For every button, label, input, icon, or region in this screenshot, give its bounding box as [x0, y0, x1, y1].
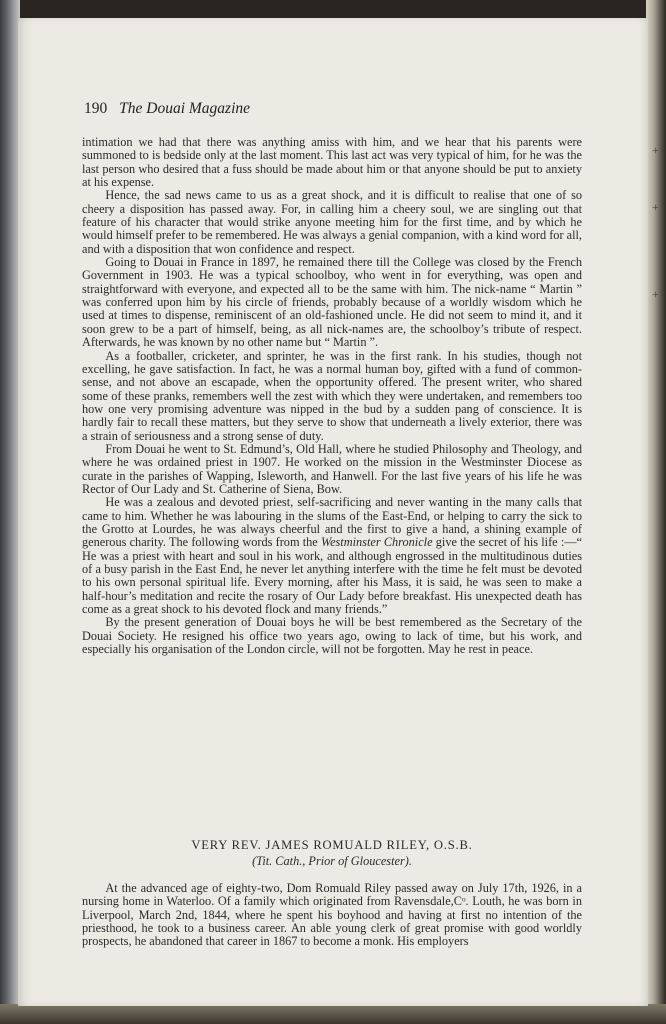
- paragraph: As a footballer, cricketer, and sprinter, he was in the first rank. In his studies, though not excelling, he gave satisfaction. In fact, he was a normal human boy, gifted with a fund of common-sense, and not above an escapade, when the opportunity offered. The present writer, who shared some of these pranks, remembers well the zest with which they were undertaken, and remembers too how one very promising adventure was nipped in the bud by a sudden pang of conscience. It is hardly fair to recall these matters, but they serve to show that underneath a lively exterior, there was a strain of seriousness and a strong sense of duty.: [82, 348, 582, 443]
- book-spine: [0, 0, 20, 1024]
- running-head: [84, 100, 250, 118]
- obituary-heading: [82, 838, 582, 869]
- article-body: [82, 136, 582, 656]
- obituary-subtitle: (Tit. Cath., Prior of Gloucester).: [252, 854, 412, 868]
- paragraph: At the advanced age of eighty-two, Dom Romuald Riley passed away on July 17th, 1926, in a nursing home in Waterloo. Of a family which originated from Ravensdale,Cᵒ. Louth, he was born in Liverpool, March 2nd, 1844, where he spent his boyhood and having at first no intention of the priesthood, he took to a business career. An able young clerk of great promise with good worldly prospects, he abandoned that career in 1867 to become a monk. His employers: [82, 881, 582, 949]
- journal-title: The Douai Magazine: [119, 100, 251, 117]
- page-number: 190: [84, 100, 108, 117]
- book-page: [18, 18, 648, 1006]
- paragraph: From Douai he went to St. Edmund’s, Old Hall, where he studied Philosophy and Theology, and where he was ordained priest in 1907. He worked on the mission in the Westminster Diocese as curate in the parishes of Wapping, Isleworth, and Hanwell. For the last five years of his life he was Rector of Our Lady and St. Catherine of Siena, Bow.: [82, 441, 582, 496]
- obituary-body: [82, 882, 582, 949]
- obituary-title: VERY REV. JAMES ROMUALD RILEY, O.S.B.: [191, 838, 473, 852]
- margin-mark: +: [652, 200, 659, 214]
- publication-name: Westminster Chronicle: [320, 535, 433, 550]
- paragraph-text: He was a zealous and devoted priest, self-sacrificing and never wanting in the many calls that came to him. Whether he was labouring in the slums of the East-End, or helping to carry the sick to the Grotto at Lourdes, he was always cheerful and the first to give a hand, a shining example of generous charity. The following words from the: [82, 495, 582, 550]
- paragraph: [82, 496, 582, 616]
- margin-mark: +: [652, 143, 659, 157]
- paragraph: By the present generation of Douai boys he will be best remembered as the Secretary of the Douai Society. He resigned his office two years ago, owing to lack of time, but his work, and especially his organisation of the London circle, will not be forgotten. May he rest in peace.: [82, 615, 582, 657]
- quotation-text: give the secret of his life :—“ He was a priest with heart and soul in his work, and although engrossed in the multitudinous duties of a busy parish in the East End, he never let anything interfere with the time he felt must be devoted to his own personal spiritual life. Every morning, after his Mass, it is said, he was seen to make a half-hour’s meditation and recite the rosary of Our Lady before breakfast. His unexpected death has come as a great shock to his devoted flock and many friends.”: [82, 535, 583, 617]
- paragraph: Hence, the sad news came to us as a great shock, and it is difficult to realise that one of so cheery a disposition has passed away. For, in calling him a cheery soul, we are singling out that feature of his character that would strike anyone meeting him for the first time, and by which he would himself prefer to be remembered. He was always a genial companion, with a kind word for all, and with a disposition that won confidence and respect.: [82, 188, 582, 256]
- margin-mark: +: [652, 287, 659, 301]
- book-bottom-edge: [0, 1004, 666, 1024]
- paragraph: intimation we had that there was anything amiss with him, and we hear that his parents were summoned to is bedside only at the last moment. This last act was very typical of him, for he was the last person who desired that a fuss should be made about him or that anyone should be put to anxiety at his expense.: [82, 135, 582, 190]
- paragraph: Going to Douai in France in 1897, he remained there till the College was closed by the French Government in 1903. He was a typical schoolboy, who went in for everything, was open and straightforward with everyone, and expected all to be the same with him. The nick-name “ Martin ” was conferred upon him by his circle of friends, probably because of a worldly wisdom which he used at times to dispense, reminiscent of an old-fashioned uncle. He did not seem to mind it, and it soon grew to be a part of himself, being, as all nick-names are, the schoolboy’s tribute of respect. Afterwards, he was known by no other name but “ Martin ”.: [82, 255, 582, 350]
